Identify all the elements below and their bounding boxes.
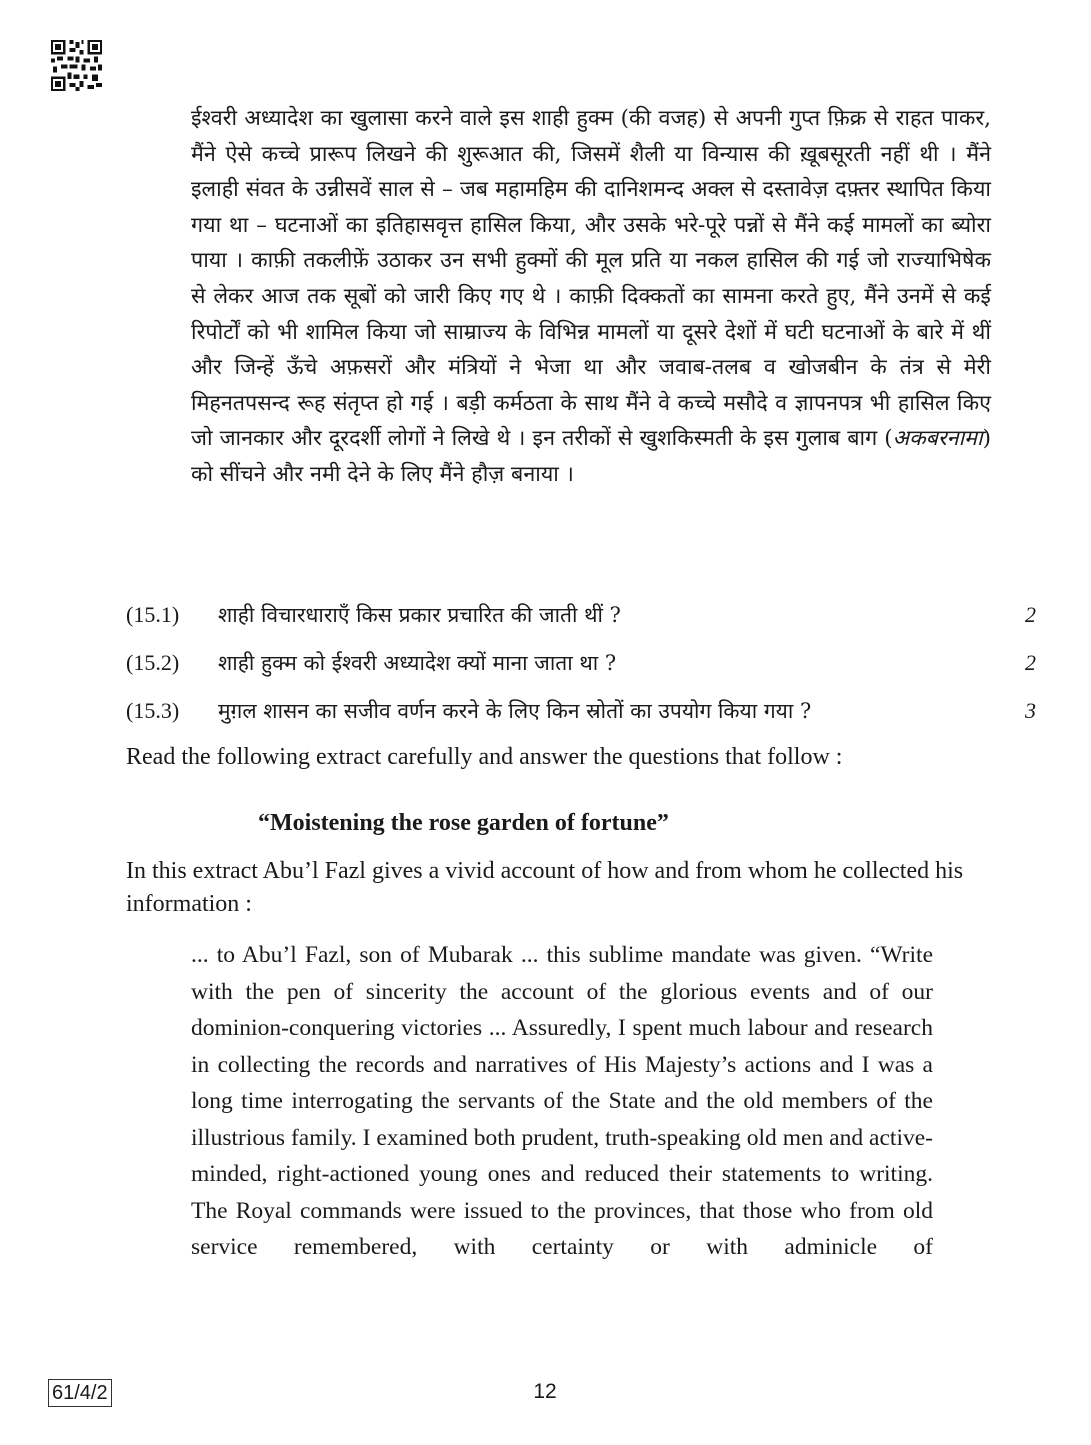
extract-quote: ... to Abu’l Fazl, son of Mubarak ... this sublime mandate was given. “Write with the pen of sincerity the account of the glorious events and of our dominion-conquering victories ... Assuredly, I spent much labour and research in collecting the records and narratives of His Majesty’s actions and I was a long time interrogating the servants of the State and the old members of the illustrious family. I examined both prudent, truth-speaking old men and active-minded, right-actioned young ones and reduced their statements to writing. The Royal commands were issued to the provinces, that those who from old service remembered, with certainty or with adminicle of xyxy=(191,942,933,1260)
question-marks: 2 xyxy=(1025,602,1036,627)
akbarnama-italic: अकबरनामा xyxy=(892,426,983,452)
hindi-paragraph-part2: ) को सींचने और नमी देने के लिए मैंने हौज़ बनाया । xyxy=(191,426,991,487)
question-row xyxy=(126,600,1036,630)
question-number: (15.2) xyxy=(126,650,180,675)
question-number: (15.3) xyxy=(126,698,180,723)
paper-code-box: 61/4/2 xyxy=(48,1379,112,1407)
question-marks: 2 xyxy=(1025,650,1036,675)
page-number: 12 xyxy=(533,1380,557,1403)
extract-title: “Moistening the rose garden of fortune” xyxy=(258,810,669,836)
instruction-text: Read the following extract carefully and answer the questions that follow : xyxy=(126,744,843,770)
hindi-extract-paragraph xyxy=(191,101,991,493)
question-number: (15.1) xyxy=(126,602,180,627)
hindi-paragraph-part1: ईश्वरी अध्यादेश का खुलासा करने वाले इस शाही हुक्म (की वजह) से अपनी गुप्त फ़िक्र से राहत पाकर, मैंने ऐसे कच्चे प्रारूप लिखने की शुरूआत की, जिसमें शैली या विन्यास की ख़ूबसूरती नहीं थी । मैंने इलाही संवत के उन्नीसवें साल से – जब महामहिम की दानिशमन्द अक्ल से दस्तावेज़ दफ़्तर स्थापित किया गया था – घटनाओं का इतिहासवृत्त हासिल किया, और उसके भरे-पूरे पन्नों से मैंने कई मामलों का ब्योरा पाया । काफ़ी तकलीफ़ें उठाकर उन सभी हुक्मों की मूल प्रति या नकल हासिल की गई जो राज्याभिषेक से लेकर आज तक सूबों को जारी किए गए थे । काफ़ी दिक्कतों का सामना करते हुए, मैंने उनमें से कई रिपोर्टों को भी शामिल किया जो साम्राज्य के विभिन्न मामलों या दूसरे देशों में घटी घटनाओं के बारे में थीं और जिन्हें ऊँचे अफ़सरों और मंत्रियों ने भेजा था और जवाब-तलब व खोजबीन के तंत्र से मेरी मिहनतपसन्द रूह संतृप्त हो गई । बड़ी कर्मठता के साथ मैंने वे कच्चे मसौदे व ज्ञापनपत्र भी हासिल किए जो जानकार और दूरदर्शी लोगों ने लिखे थे । इन तरीकों से खुशकिस्मती के इस गुलाब बाग ( xyxy=(191,106,991,452)
question-row xyxy=(126,648,1036,678)
question-text: शाही विचारधाराएँ किस प्रकार प्रचारित की जाती थीं ? xyxy=(218,603,621,627)
question-marks: 3 xyxy=(1025,698,1036,723)
question-text: मुग़ल शासन का सजीव वर्णन करने के लिए किन स्रोतों का उपयोग किया गया ? xyxy=(218,699,812,723)
question-text: शाही हुक्म को ईश्वरी अध्यादेश क्यों माना जाता था ? xyxy=(218,651,617,675)
question-row xyxy=(126,696,1036,726)
qr-code-icon xyxy=(51,40,102,91)
extract-intro: In this extract Abu’l Fazl gives a vivid account of how and from whom he collected his information : xyxy=(126,858,964,917)
